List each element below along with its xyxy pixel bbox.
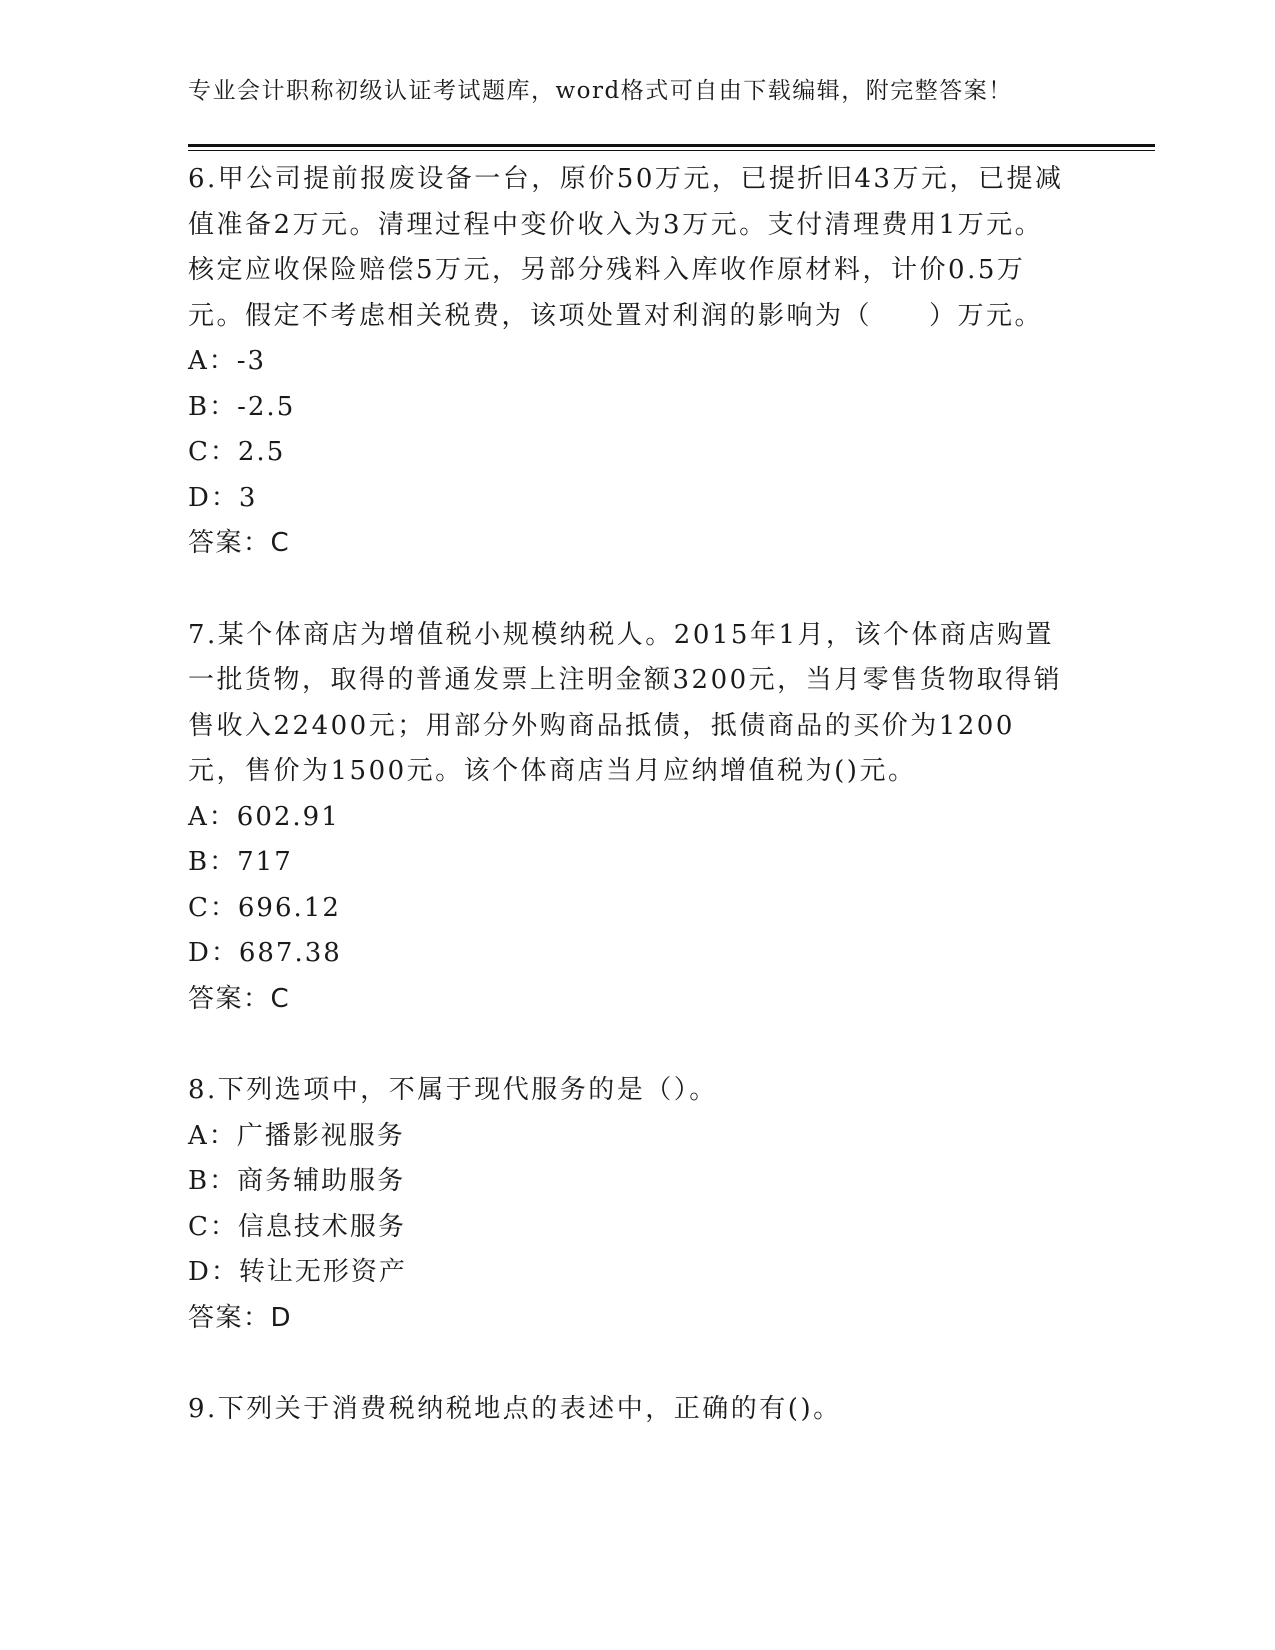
answer-line: 答案：C <box>188 983 291 1014</box>
question-spacer <box>188 1341 1068 1387</box>
option-b: B：-2.5 <box>188 391 296 422</box>
question-9 <box>188 1387 1068 1433</box>
option-d: D：转让无形资产 <box>188 1257 407 1287</box>
answer-line: 答案：C <box>188 528 291 558</box>
question-list <box>188 157 1068 1433</box>
option-d: D：3 <box>188 482 258 513</box>
option-a: A：广播影视服务 <box>188 1120 405 1151</box>
question-spacer <box>188 1022 1068 1068</box>
option-b: B：717 <box>188 847 293 877</box>
header-rule-thick <box>188 144 1155 147</box>
question-spacer <box>188 567 1068 613</box>
option-a: A：602.91 <box>188 801 340 832</box>
question-8 <box>188 1068 1068 1341</box>
answer-line: 答案：D <box>188 1302 293 1333</box>
question-6 <box>188 157 1068 567</box>
question-7 <box>188 613 1068 1023</box>
option-b: B：商务辅助服务 <box>188 1166 406 1196</box>
header-rule-thin <box>188 150 1155 151</box>
question-stem: 6.甲公司提前报废设备一台，原价50万元，已提折旧43万元，已提减值准备2万元。清理过程中变价收入为3万元。支付清理费用1万元。核定应收保险赔偿5万元，另部分残料入库收作原材料，计价0.5万元。假定不考虑相关税费，该项处置对利润的影响为（ ）万元。 <box>188 164 1064 331</box>
question-stem: 8.下列选项中，不属于现代服务的是（）。 <box>188 1075 718 1105</box>
question-stem: 7.某个体商店为增值税小规模纳税人。2015年1月，该个体商店购置一批货物，取得的普通发票上注明金额3200元，当月零售货物取得销售收入22400元；用部分外购商品抵债，抵债商品的买价为1200元，售价为1500元。该个体商店当月应纳增值税为()元。 <box>188 619 1063 786</box>
option-c: C：696.12 <box>188 892 341 923</box>
option-d: D：687.38 <box>188 938 342 968</box>
question-stem: 9.下列关于消费税纳税地点的表述中，正确的有()。 <box>188 1394 842 1424</box>
page-header: 专业会计职称初级认证考试题库，word格式可自由下载编辑，附完整答案！ <box>188 78 1013 104</box>
option-c: C：信息技术服务 <box>188 1211 406 1242</box>
option-c: C：2.5 <box>188 437 286 467</box>
option-a: A：-3 <box>188 346 267 376</box>
